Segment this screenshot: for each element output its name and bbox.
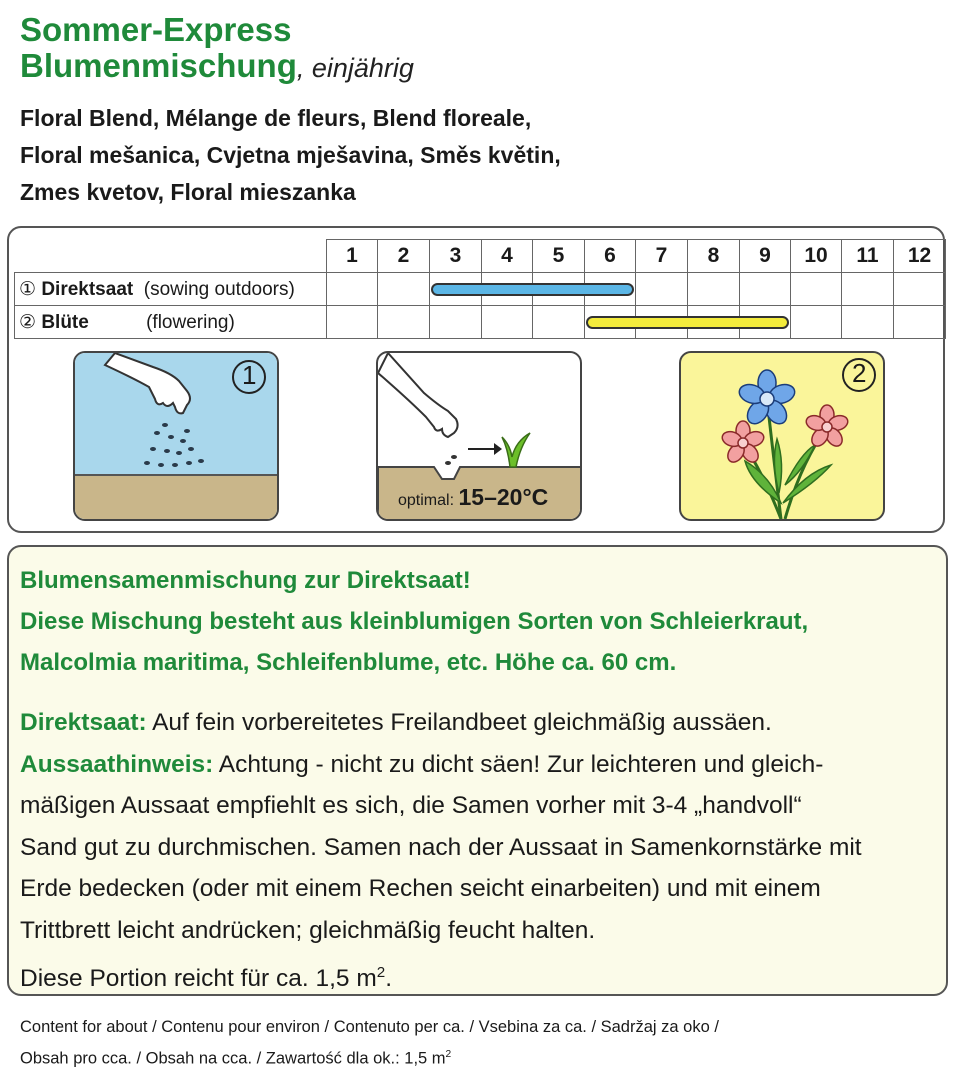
footer-line1: Content for about / Contenu pour environ / Contenuto per ca. / Vsebina za ca. / Sadržaj za oko /: [20, 1018, 719, 1036]
month-header: 12: [894, 240, 946, 273]
direktsaat-label: Direktsaat:: [20, 709, 147, 736]
temperature-value: 15–20°C: [458, 484, 549, 510]
aussaat-label: Aussaathinweis:: [20, 750, 214, 778]
names-line1: Floral Blend, Mélange de fleurs, Blend floreale,: [20, 105, 532, 131]
month-header: 11: [842, 240, 894, 273]
month-header: 3: [430, 240, 482, 273]
aussaat-line5: Trittbrett leicht andrücken; gleichmäßig feucht halten.: [20, 916, 596, 944]
title-line1: Sommer-Express: [20, 11, 292, 48]
month-header: 2: [378, 240, 430, 273]
sowing-period-bar: [431, 283, 635, 296]
portion-end: .: [385, 964, 393, 992]
direktsaat-text: Auf fein vorbereitetes Freilandbeet gleichmäßig aussäen.: [146, 709, 772, 736]
intro-text: [20, 560, 940, 683]
intro-line1: Blumensamenmischung zur Direktsaat!: [20, 567, 471, 594]
flowering-marker-digit: 2: [852, 358, 867, 388]
month-header: 1: [327, 240, 378, 273]
aussaat-line1: [20, 744, 940, 786]
month-header: 4: [482, 240, 533, 273]
sowing-note: (sowing outdoors): [143, 278, 295, 300]
calendar-row-flowering: [15, 306, 946, 339]
intro-line3: Malcolmia maritima, Schleifenblume, etc. Höhe ca. 60 cm.: [20, 649, 677, 676]
flowering-illustration: [679, 351, 885, 521]
footer-line2-wrap: [20, 1041, 719, 1073]
portion-line: [20, 952, 940, 1000]
names-line3: Zmes kvetov, Floral mieszanka: [20, 179, 356, 205]
temperature-label: optimal:: [398, 492, 455, 509]
aussaat-text1: Achtung - nicht zu dicht säen! Zur leichteren und gleich-: [213, 750, 824, 778]
portion-sup: 2: [376, 963, 386, 981]
names-line2: Floral mešanica, Cvjetna mješavina, Směs květin,: [20, 142, 561, 168]
temperature-info: [398, 484, 548, 511]
product-title: [20, 12, 414, 86]
aussaat-line3: Sand gut zu durchmischen. Samen nach der Aussaat in Samenkornstärke mit: [20, 833, 862, 861]
flowering-label: Blüte: [41, 311, 89, 333]
month-header: 6: [585, 240, 636, 273]
direktsaat-line: [20, 702, 940, 744]
marker-2: ②: [19, 311, 37, 333]
sowing-marker: [237, 359, 238, 360]
month-header: 8: [688, 240, 740, 273]
title-line2: Blumenmischung: [20, 47, 297, 84]
flowering-marker: [847, 357, 848, 358]
title-subtitle: , einjährig: [296, 53, 414, 83]
sowing-marker-digit: 1: [242, 360, 257, 390]
intro-line2: Diese Mischung besteht aus kleinblumigen Sorten von Schleierkraut,: [20, 608, 809, 635]
month-header: 9: [740, 240, 791, 273]
month-header: 5: [533, 240, 585, 273]
aussaat-line4: Erde bedecken (oder mit einem Rechen seicht einarbeiten) und mit einem: [20, 875, 821, 903]
marker-1: ①: [19, 278, 37, 300]
flowering-period-bar: [586, 316, 790, 329]
content-footer: [20, 1014, 719, 1073]
calendar-header-row: [15, 240, 946, 273]
flowering-note: (flowering): [146, 311, 235, 333]
row-label-flowering: [15, 306, 327, 339]
row-label-sowing: [15, 273, 327, 306]
portion-text: Diese Portion reicht für ca. 1,5 m: [20, 964, 377, 992]
translated-names: [20, 100, 561, 211]
month-header: 7: [636, 240, 688, 273]
footer-sup: 2: [445, 1049, 452, 1060]
month-header: 10: [791, 240, 842, 273]
calendar-corner: [15, 240, 327, 273]
footer-line2: Obsah pro cca. / Obsah na cca. / Zawartość dla ok.: 1,5 m: [20, 1049, 446, 1068]
instructions-text: [20, 702, 940, 999]
germination-illustration: [376, 351, 582, 521]
sowing-illustration: [73, 351, 279, 521]
aussaat-line2: mäßigen Aussaat empfiehlt es sich, die Samen vorher mit 3-4 „handvoll“: [20, 792, 802, 820]
sowing-label: Direktsaat: [41, 278, 134, 300]
